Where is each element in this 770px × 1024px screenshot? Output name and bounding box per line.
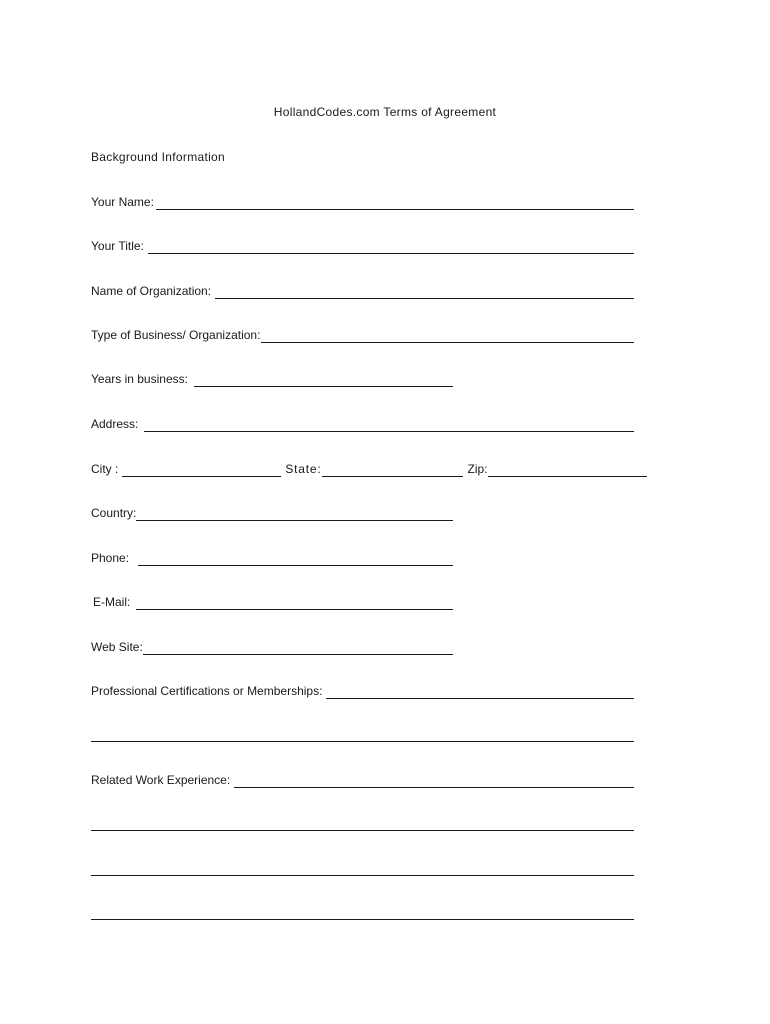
work-experience-line-3[interactable] [91,874,634,876]
your-name-row [91,194,634,210]
phone-field[interactable] [138,554,453,566]
your-title-label: Your Title: [91,239,144,253]
years-field[interactable] [194,375,453,387]
address-field[interactable] [144,420,634,432]
address-row [91,416,634,432]
your-name-field[interactable] [156,198,634,210]
city-label: City : [91,462,119,476]
website-field[interactable] [143,643,453,655]
address-label: Address: [91,417,139,431]
country-row [91,505,453,521]
years-label: Years in business: [91,372,188,386]
state-label: State: [285,462,322,476]
your-title-field[interactable] [148,242,634,254]
email-field[interactable] [136,598,453,610]
organization-field[interactable] [215,287,634,299]
section-heading: Background Information [91,150,226,164]
your-title-row [91,238,634,254]
business-type-label: Type of Business/ Organization: [91,328,261,342]
work-experience-line-4[interactable] [91,918,634,920]
work-experience-label: Related Work Experience: [91,773,231,787]
phone-row [91,550,453,566]
country-label: Country: [91,506,137,520]
organization-row [91,283,634,299]
website-label: Web Site: [91,640,143,654]
organization-label: Name of Organization: [91,284,212,298]
website-row [91,639,453,655]
city-field[interactable] [122,465,281,477]
phone-label: Phone: [91,551,130,565]
zip-field[interactable] [488,465,647,477]
work-experience-row [91,772,634,788]
email-row [93,594,453,610]
certifications-field[interactable] [326,687,634,699]
certifications-row [91,683,634,699]
state-field[interactable] [322,465,463,477]
email-label: E-Mail: [93,595,131,609]
document-title: HollandCodes.com Terms of Agreement [273,105,497,119]
city-state-zip-row [91,461,634,477]
country-field[interactable] [136,509,453,521]
certifications-label: Professional Certifications or Memberships: [91,684,323,698]
work-experience-line-2[interactable] [91,829,634,831]
zip-label: Zip: [467,462,488,476]
business-type-row [91,327,634,343]
your-name-label: Your Name: [91,195,154,209]
years-row [91,371,453,387]
business-type-field[interactable] [261,331,634,343]
certifications-continuation-line[interactable] [91,740,634,742]
work-experience-field[interactable] [234,776,634,788]
